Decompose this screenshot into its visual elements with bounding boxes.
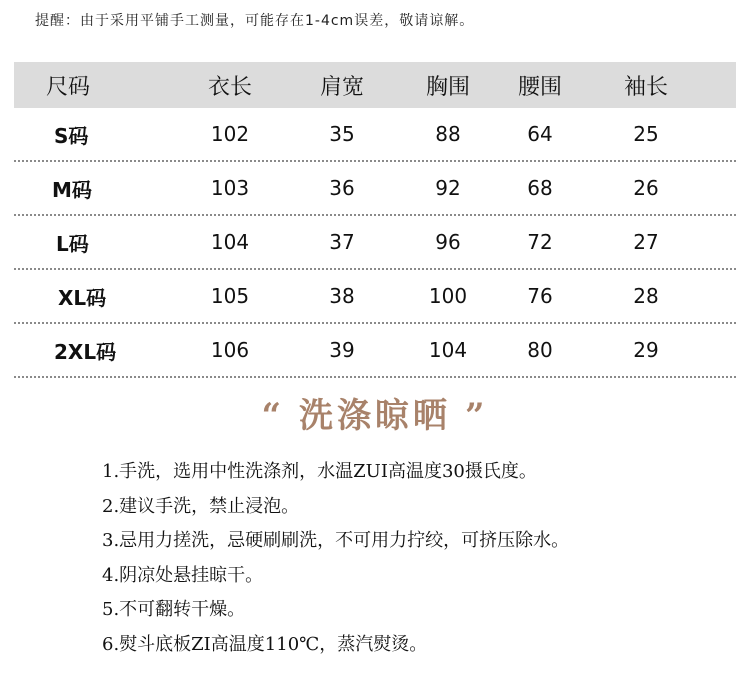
table-cell: 92: [435, 176, 461, 200]
table-cell: 26: [633, 176, 659, 200]
care-instructions-list: [102, 455, 569, 662]
list-item: 5.不可翻转干燥。: [102, 599, 246, 620]
table-cell: 76: [527, 284, 553, 308]
table-cell: 106: [210, 338, 250, 362]
list-item: 3.忌用力搓洗，忌硬刷刷洗，不可用力拧绞，可挤压除水。: [102, 530, 570, 551]
table-cell: 104: [428, 338, 468, 362]
table-cell: 102: [210, 122, 250, 146]
table-cell: 38: [329, 284, 355, 308]
close-quote: ”: [465, 396, 489, 436]
table-cell: 103: [210, 176, 250, 200]
header-bust: 胸围: [425, 74, 470, 100]
table-cell: 35: [329, 122, 355, 146]
table-row: [14, 108, 736, 162]
header-shoulder: 肩宽: [319, 74, 364, 100]
list-item: 6.熨斗底板ZI高温度110℃，蒸汽熨烫。: [102, 633, 428, 655]
open-quote: “: [261, 396, 285, 436]
table-cell: 29: [633, 338, 659, 362]
header-length: 衣长: [207, 74, 252, 100]
table-cell: 39: [329, 338, 355, 362]
list-item: 1.手洗，选用中性洗涤剂，水温ZUI高温度30摄氏度。: [102, 461, 537, 482]
table-cell: 27: [633, 230, 659, 254]
size-label: L码: [56, 231, 89, 256]
header-waist: 腰围: [517, 74, 562, 100]
table-cell: 37: [329, 230, 355, 254]
size-chart-table: [14, 62, 736, 378]
table-cell: 25: [633, 122, 659, 146]
header-sleeve: 袖长: [623, 74, 668, 100]
table-row: [14, 270, 736, 324]
table-cell: 68: [527, 176, 553, 200]
list-item: 4.阴凉处悬挂晾干。: [102, 564, 264, 586]
table-row: [14, 324, 736, 378]
table-cell: 72: [527, 230, 553, 254]
size-label: S码: [54, 123, 89, 148]
table-cell: 64: [527, 122, 553, 146]
header-size: 尺码: [46, 74, 91, 100]
table-cell: 28: [633, 284, 659, 308]
size-label: XL码: [58, 285, 107, 310]
table-cell: 100: [428, 284, 468, 308]
table-row: [14, 216, 736, 270]
table-cell: 104: [210, 230, 250, 254]
table-cell: 36: [329, 176, 355, 200]
table-cell: 88: [435, 122, 461, 146]
table-cell: 80: [527, 338, 553, 362]
wash-section-title: [0, 388, 750, 437]
table-cell: 96: [435, 230, 461, 254]
list-item: 2.建议手洗，禁止浸泡。: [102, 495, 300, 517]
measurement-note: 提醒：由于采用平铺手工测量，可能存在1-4cm误差，敬请谅解。: [35, 13, 475, 29]
table-header-row: [14, 62, 736, 108]
table-row: [14, 162, 736, 216]
wash-title-text: 洗涤晾晒: [299, 396, 451, 436]
size-label: M码: [52, 177, 92, 202]
size-label: 2XL码: [54, 339, 117, 364]
table-cell: 105: [210, 284, 250, 308]
